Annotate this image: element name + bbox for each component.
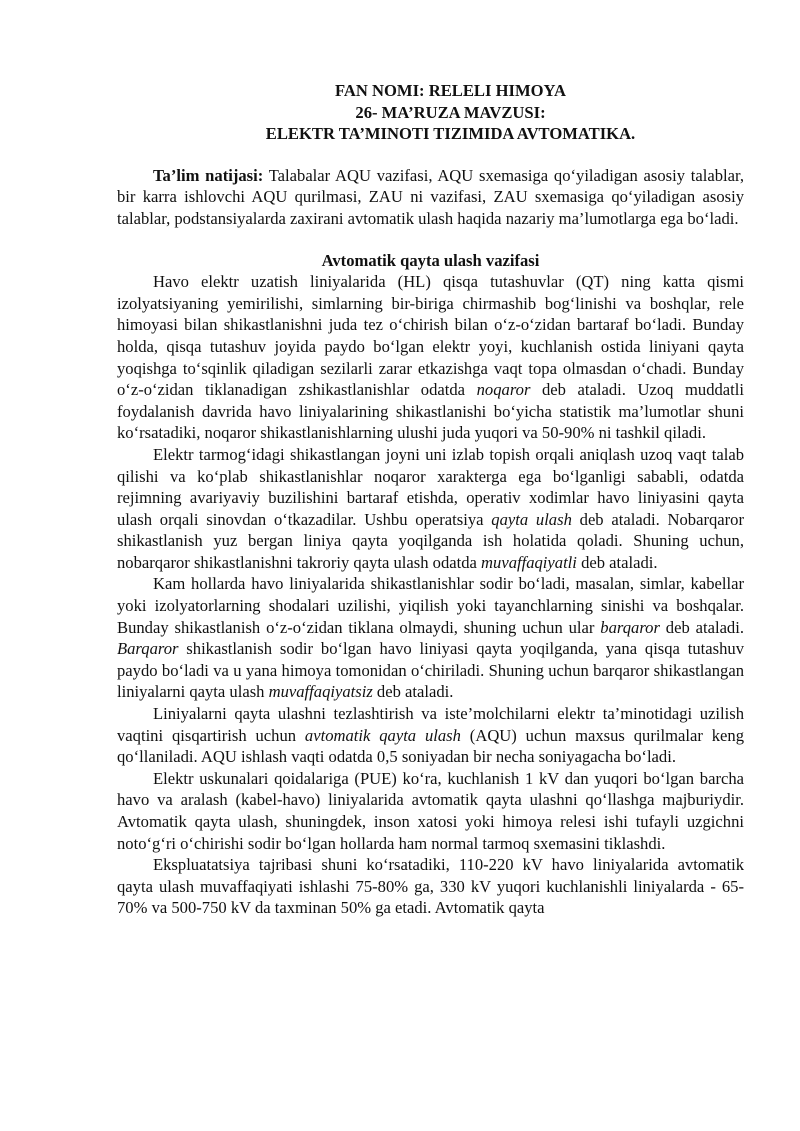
paragraph-1-text-b: deb ataladi. Uzoq muddatli foydalanish davrida havo liniyalarining shikastlanishi bo‘yicha statistik ma’lumotlar shuni ko‘rsatadiki, noqaror shikastlanishlarning ulushi juda yuqori va 50-90% ni tashkil qiladi. <box>117 380 744 443</box>
paragraph-2 <box>117 444 744 574</box>
term-barqaror: barqaror <box>600 617 660 637</box>
course-name: FAN NOMI: RELELI HIMOYA <box>335 81 566 100</box>
term-avtomatik-qayta-ulash: avtomatik qayta ulash <box>304 725 461 745</box>
lecture-topic: ELEKTR TA’MINOTI TIZIMIDA AVTOMATIKA. <box>265 124 636 144</box>
paragraph-4-text-b: (AQU) uchun maxsus qurilmalar keng qo‘llaniladi. AQU ishlash vaqti odatda 0,5 soniyadan bir necha soniyagacha bo‘ladi. <box>117 725 745 767</box>
spacer <box>117 145 744 165</box>
paragraph-3-text-d: deb ataladi. <box>372 682 454 702</box>
paragraph-2-text-c: deb ataladi. <box>576 552 658 572</box>
paragraph-3 <box>117 573 744 703</box>
paragraph-3-text-c: shikastlanish sodir bo‘lgan havo liniyasi qayta yoqilganda, yana qisqa tutashuv paydo bo‘ladi va u yana himoya tomonidan o‘chiriladi. Shuning uchun barqaror shikastlangan liniyalarni qayta ulash <box>117 639 744 702</box>
term-barqaror-capitalized: Barqaror <box>117 639 179 659</box>
paragraph-4 <box>117 703 744 768</box>
paragraph-6: Ekspluatatsiya tajribasi shuni ko‘rsatadiki, 110-220 kV havo liniyalarida avtomatik qayta ulash muvaffaqiyati ishlashi 75-80% ga, 330 kV yuqori kuchlanishli liniyalarda - 65-70% va 500-750 kV da taxminan 50% ga etadi. Avtomatik qayta <box>117 855 744 918</box>
learning-outcomes-text: Talabalar AQU vazifasi, AQU sxemasiga qo‘yiladigan asosiy talablar, bir karra ishlovchi AQU qurilmasi, ZAU ni vazifasi, ZAU sxemasiga qo‘yiladigan asosiy talablar, podstansiyalarda zaxirani avtomatik ulash haqida nazariy ma’lumotlarga ega bo‘ladi. <box>117 165 744 228</box>
learning-outcomes-paragraph <box>117 165 744 230</box>
paragraph-2-text-a: Elektr tarmog‘idagi shikastlangan joyni uni izlab topish orqali aniqlash uzoq vaqt talab qilishi va ko‘plab shikastlanishlar noqaror xarakterga ega bo‘lganligi sababli, odatda rejimning avariyaviy buzilishini bartaraf etishda, operativ xodimlar havo liniyasini qayta ulash orqali sinovdan o‘tkazadilar. Ushbu operatsiya <box>117 444 744 529</box>
paragraph-2-text-b: deb ataladi. Nobarqaror shikastlanish yuz bergan liniya qayta yoqilganda ish holatida qoladi. Shuning uchun, nobarqaror shikastlanishni takroriy qayta ulash odatda <box>117 509 744 572</box>
document-page <box>117 80 744 919</box>
lecture-number: 26- MA’RUZA MAVZUSI: <box>355 102 546 122</box>
term-muvaffaqiyatsiz: muvaffaqiyatsiz <box>268 682 373 702</box>
paragraph-3-text-b: deb ataladi. <box>659 617 744 637</box>
paragraph-5: Elektr uskunalari qoidalariga (PUE) ko‘ra, kuchlanish 1 kV dan yuqori bo‘lgan barcha havo va aralash (kabel-havo) liniyalarida avtomatik qayta ulashni qo‘llashga majburiydir. Avtomatik qayta ulash, shuningdek, inson xatosi yoki himoya relesi ishi tufayli uzgichni noto‘g‘ri o‘chirishi sodir bo‘lgan hollarda ham normal tarmoq sxemasini tiklashdi. <box>117 768 744 853</box>
learning-outcomes-label: Ta’lim natijasi: <box>153 165 264 185</box>
term-muvaffaqiyatli: muvaffaqiyatli <box>481 552 577 572</box>
paragraph-4-text-a: Liniyalarni qayta ulashni tezlashtirish va iste’molchilarni elektr ta’minotidagi uzilish vaqtini qisqartirish uchun <box>117 704 744 745</box>
paragraph-1 <box>117 271 744 444</box>
paragraph-3-text-a: Kam hollarda havo liniyalarida shikastlanishlar sodir bo‘ladi, masalan, simlar, kabellar yoki izolyatorlarning shodalari uzilishi, yiqilish yoki tayanchlarning sinishi va boshqalar. Bunday shikastlanish o‘z-o‘zidan tiklana olmaydi, shuning uchun ular <box>117 574 744 637</box>
paragraph-1-text-a: Havo elektr uzatish liniyalarida (HL) qisqa tutashuvlar (QT) ning katta qismi izolyatsiyaning yemirilishi, simlarning bir-biriga chirmashib bog‘linishi va boshqlar, rele himoyasi bilan shikastlanishni juda tez o‘chirish bilan o‘z-o‘zidan bartaraf bo‘ladi. Bunday holda, qisqa tutashuv joyida paydo bo‘lgan elektr yoyi, kuchlanish ostida liniyani qayta yoqishga to‘sqinlik qiladigan sezilarli zarar etkazishga vaqt topa olmasdan o‘chadi. Bunday o‘z-o‘zidan tiklanadigan zshikastlanishlar odatda <box>117 272 744 400</box>
term-noqaror: noqaror <box>476 380 531 400</box>
document-title <box>157 80 744 145</box>
term-qayta-ulash: qayta ulash <box>491 509 572 529</box>
section-heading: Avtomatik qayta ulash vazifasi <box>321 250 540 270</box>
